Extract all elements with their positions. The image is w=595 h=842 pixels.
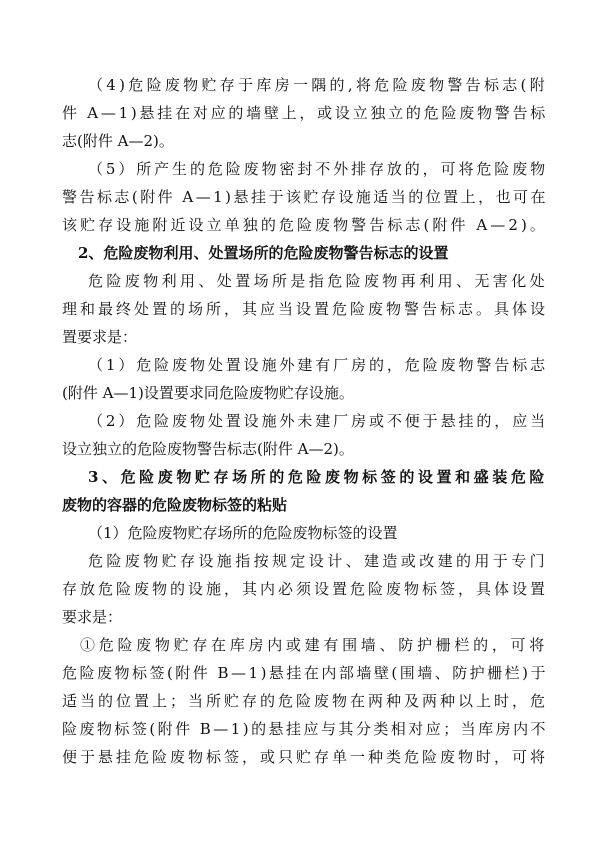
text-line: 要求是： xyxy=(62,608,123,626)
text-line: ①危险废物贮存在库房内或建有围墙、防护栅栏的，可将 xyxy=(80,636,548,654)
text-line: 件 A—1)悬挂在对应的墙壁上，或设立独立的危险废物警告标 xyxy=(62,104,548,122)
text-line: 危险废物标签(附件 B—1)悬挂在内部墙壁(围墙、防护栅栏)于 xyxy=(62,664,548,682)
text-line: 置要求是： xyxy=(62,328,138,346)
text-line: (附件 A—1)设置要求同危险废物贮存设施。 xyxy=(62,384,354,402)
text-line: 设立独立的危险废物警告标志(附件 A—2)。 xyxy=(62,440,354,458)
text-line: （2）危险废物处置设施外未建厂房或不便于悬挂的，应当 xyxy=(88,412,548,430)
text-line: 危险废物贮存设施指按规定设计、建造或改建的用于专门 xyxy=(88,552,548,570)
text-line: 存放危险废物的设施，其内必须设置危险废物标签，具体设置 xyxy=(62,580,548,598)
text-line: （1）危险废物处置设施外建有厂房的，危险废物警告标志 xyxy=(88,356,548,374)
text-line: 危险废物利用、处置场所是指危险废物再利用、无害化处 xyxy=(88,272,548,290)
section-heading: 废物的容器的危险废物标签的粘贴 xyxy=(62,496,288,514)
text-line: 警告标志(附件 A—1)悬挂于该贮存设施适当的位置上，也可在 xyxy=(62,188,548,206)
text-line: 便于悬挂危险废物标签，或只贮存单一种类危险废物时，可将 xyxy=(62,748,548,766)
text-line: （5）所产生的危险废物密封不外排存放的，可将危险废物 xyxy=(88,160,548,178)
text-line: 险废物标签(附件 B—1)的悬挂应与其分类相对应；当库房内不 xyxy=(62,720,548,738)
text-line: （4)危险废物贮存于库房一隅的,将危险废物警告标志(附 xyxy=(88,76,548,94)
section-heading: 3、危险废物贮存场所的危险废物标签的设置和盛装危险 xyxy=(88,468,548,486)
section-heading: 2、危险废物利用、处置场所的危险废物警告标志的设置 xyxy=(78,244,449,262)
text-line: （1）危险废物贮存场所的危险废物标签的设置 xyxy=(88,524,398,542)
text-line: 该贮存设施附近设立单独的危险废物警告标志(附件 A—2)。 xyxy=(62,216,548,234)
text-line: 志(附件 A—2)。 xyxy=(62,132,174,150)
text-line: 适当的位置上；当所贮存的危险废物在两种及两种以上时，危 xyxy=(62,692,548,710)
text-line: 理和最终处置的场所，其应当设置危险废物警告标志。具体设 xyxy=(62,300,548,318)
